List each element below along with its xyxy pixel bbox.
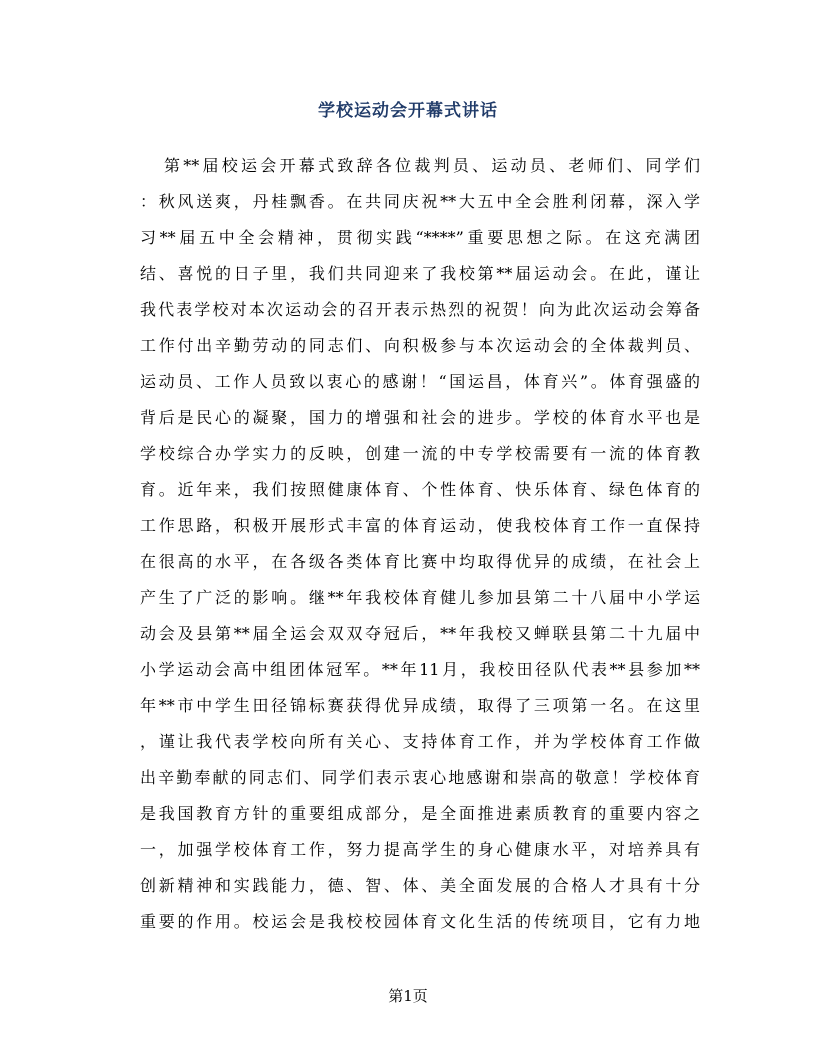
page-title: 学校运动会开幕式讲话	[318, 101, 498, 121]
body-line: 习**届五中全会精神，贯彻实践“****”重要思想之际。在这充满团	[140, 228, 700, 247]
body-line: 运动员、工作人员致以衷心的感谢！“国运昌，体育兴”。体育强盛的	[140, 372, 700, 391]
body-line: 学校综合办学实力的反映，创建一流的中专学校需要有一流的体育教	[140, 444, 700, 463]
body-line: 育。近年来，我们按照健康体育、个性体育、快乐体育、绿色体育的	[140, 480, 700, 499]
body-line: 创新精神和实践能力，德、智、体、美全面发展的合格人才具有十分	[140, 876, 700, 895]
body-line: ，谨让我代表学校向所有关心、支持体育工作，并为学校体育工作做	[140, 732, 700, 751]
body-line: 一，加强学校体育工作，努力提高学生的身心健康水平，对培养具有	[140, 840, 700, 859]
body-line: 在很高的水平，在各级各类体育比赛中均取得优异的成绩，在社会上	[140, 552, 700, 571]
body-text	[140, 148, 700, 940]
body-line: 小学运动会高中组团体冠军。**年11月，我校田径队代表**县参加**	[140, 660, 700, 679]
body-line: 第**届校运会开幕式致辞各位裁判员、运动员、老师们、同学们	[164, 156, 700, 175]
body-line: 结、喜悦的日子里，我们共同迎来了我校第**届运动会。在此，谨让	[140, 264, 700, 283]
body-line: 我代表学校对本次运动会的召开表示热烈的祝贺！向为此次运动会筹备	[140, 300, 700, 319]
body-line: 背后是民心的凝聚，国力的增强和社会的进步。学校的体育水平也是	[140, 408, 700, 427]
body-line: 年**市中学生田径锦标赛获得优异成绩，取得了三项第一名。在这里	[140, 696, 700, 715]
body-line: 动会及县第**届全运会双双夺冠后，**年我校又蝉联县第二十九届中	[140, 624, 700, 643]
body-line: 重要的作用。校运会是我校校园体育文化生活的传统项目，它有力地	[140, 912, 700, 931]
body-line: 工作思路，积极开展形式丰富的体育运动，使我校体育工作一直保持	[140, 516, 700, 535]
body-line: 出辛勤奉献的同志们、同学们表示衷心地感谢和崇高的敬意！学校体育	[140, 768, 700, 787]
page-number: 第1页	[388, 987, 428, 1005]
body-line: 产生了广泛的影响。继**年我校体育健儿参加县第二十八届中小学运	[140, 588, 700, 607]
body-line: ：秋风送爽，丹桂飘香。在共同庆祝**大五中全会胜利闭幕，深入学	[140, 192, 700, 211]
body-line: 工作付出辛勤劳动的同志们、向积极参与本次运动会的全体裁判员、	[140, 336, 700, 355]
body-line: 是我国教育方针的重要组成部分，是全面推进素质教育的重要内容之	[140, 804, 700, 823]
